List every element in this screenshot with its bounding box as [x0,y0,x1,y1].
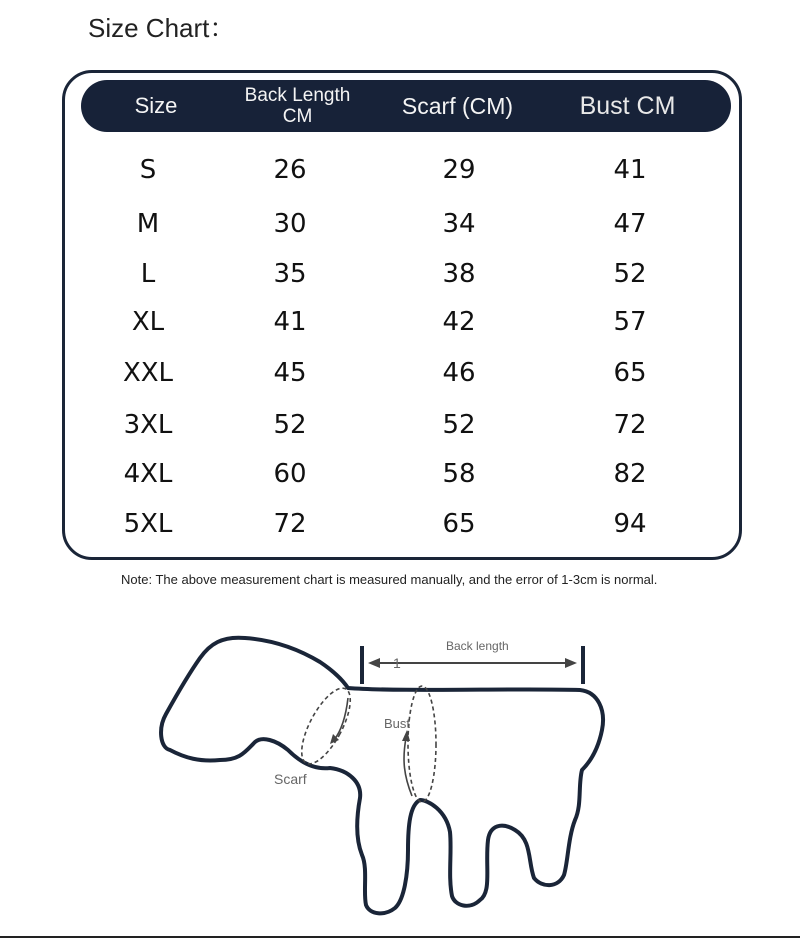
table-row [0,454,800,494]
back-length-arrowhead-right [565,658,577,668]
table-row [0,254,800,294]
cell-bust: 65 [613,358,647,388]
cell-size: 5XL [123,509,173,539]
table-row [0,302,800,342]
cell-back-length: 52 [273,410,307,440]
header-back-length-line2: CM [282,106,313,127]
cell-back-length: 45 [273,358,307,388]
cell-size: XXL [122,358,174,388]
scarf-measure-ellipse [292,681,360,770]
header-bust: Bust CM [579,91,676,120]
scarf-label: Scarf [274,771,307,787]
dog-measurement-diagram [0,600,800,939]
cell-size: L [140,259,156,289]
bottom-divider [0,936,800,938]
cell-size: XL [131,307,165,337]
cell-back-length: 35 [273,259,307,289]
cell-bust: 57 [613,307,647,337]
bust-measure-ellipse [408,686,436,802]
cell-scarf: 38 [442,259,476,289]
cell-scarf: 42 [442,307,476,337]
cell-scarf: 65 [442,509,476,539]
cell-size: 3XL [123,410,173,440]
header-size: Size [134,93,178,118]
back-length-right-tick [581,646,585,684]
header-back-length-line1: Back Length [244,85,351,106]
cell-bust: 41 [613,155,647,185]
dog-outline [161,638,603,914]
cell-bust: 72 [613,410,647,440]
cell-back-length: 30 [273,209,307,239]
cell-back-length: 26 [273,155,307,185]
cell-size: M [136,209,160,239]
table-row [0,204,800,244]
back-length-arrowhead-left [368,658,380,668]
header-back-length [225,80,370,132]
cell-scarf: 58 [442,459,476,489]
measurement-note: Note: The above measurement chart is measured manually, and the error of 1-3cm is normal. [121,572,658,587]
cell-scarf: 46 [442,358,476,388]
cell-size: S [139,155,157,185]
cell-bust: 82 [613,459,647,489]
cell-back-length: 72 [273,509,307,539]
cell-back-length: 60 [273,459,307,489]
back-length-label: Back length [446,639,509,653]
header-scarf: Scarf (CM) [401,92,514,119]
back-length-left-tick [360,646,364,684]
page-title: Size Chart： [88,13,236,43]
cell-bust: 94 [613,509,647,539]
cell-back-length: 41 [273,307,307,337]
cell-scarf: 29 [442,155,476,185]
cell-bust: 47 [613,209,647,239]
table-row [0,353,800,393]
table-row [0,405,800,445]
cell-scarf: 52 [442,410,476,440]
cell-bust: 52 [613,259,647,289]
bust-label: Bust [384,716,411,731]
table-row [0,504,800,544]
cell-size: 4XL [123,459,173,489]
cell-scarf: 34 [442,209,476,239]
back-length-marker: 1 [393,655,401,671]
table-row [0,150,800,190]
